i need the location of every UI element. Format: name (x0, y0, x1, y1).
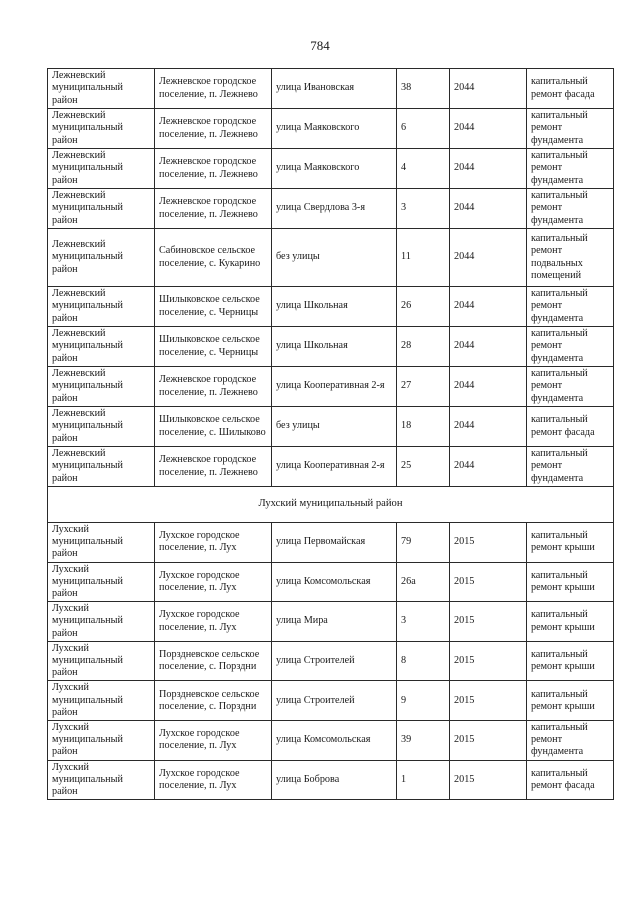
house-number-cell: 1 (397, 760, 450, 800)
street-cell: улица Кооперативная 2-я (272, 447, 397, 487)
settlement-cell: Порздневское сельское поселение, с. Порздни (155, 641, 272, 681)
work-type-cell: капитальный ремонт крыши (527, 523, 614, 563)
table-row (48, 760, 614, 800)
year-cell: 2044 (450, 287, 527, 327)
district-cell: Лухский муниципальный район (48, 721, 155, 761)
house-number-cell: 26а (397, 562, 450, 602)
settlement-cell: Лежневское городское поселение, п. Лежнево (155, 447, 272, 487)
settlement-cell: Порздневское сельское поселение, с. Порздни (155, 681, 272, 721)
district-cell: Лежневский муниципальный район (48, 407, 155, 447)
work-type-cell: капитальный ремонт фундамента (527, 327, 614, 367)
house-number-cell: 3 (397, 189, 450, 229)
house-number-cell: 6 (397, 109, 450, 149)
table-row (48, 367, 614, 407)
work-type-cell: капитальный ремонт крыши (527, 562, 614, 602)
work-type-cell: капитальный ремонт крыши (527, 641, 614, 681)
year-cell: 2015 (450, 523, 527, 563)
table-row (48, 149, 614, 189)
table-row (48, 562, 614, 602)
district-cell: Лежневский муниципальный район (48, 447, 155, 487)
section-header-group (48, 487, 614, 523)
work-type-cell: капитальный ремонт крыши (527, 602, 614, 642)
house-number-cell: 38 (397, 69, 450, 109)
work-type-cell: капитальный ремонт фундамента (527, 109, 614, 149)
lezhnevsky-rows (48, 69, 614, 487)
district-cell: Лухский муниципальный район (48, 641, 155, 681)
street-cell: улица Комсомольская (272, 721, 397, 761)
street-cell: улица Боброва (272, 760, 397, 800)
work-type-cell: капитальный ремонт фасада (527, 407, 614, 447)
year-cell: 2044 (450, 189, 527, 229)
year-cell: 2044 (450, 69, 527, 109)
street-cell: улица Мира (272, 602, 397, 642)
year-cell: 2015 (450, 641, 527, 681)
year-cell: 2015 (450, 681, 527, 721)
street-cell: без улицы (272, 229, 397, 287)
street-cell: улица Кооперативная 2-я (272, 367, 397, 407)
year-cell: 2015 (450, 760, 527, 800)
house-number-cell: 9 (397, 681, 450, 721)
year-cell: 2015 (450, 721, 527, 761)
work-type-cell: капитальный ремонт фасада (527, 760, 614, 800)
district-cell: Лежневский муниципальный район (48, 327, 155, 367)
house-number-cell: 3 (397, 602, 450, 642)
settlement-cell: Лежневское городское поселение, п. Лежнево (155, 109, 272, 149)
street-cell: улица Комсомольская (272, 562, 397, 602)
settlement-cell: Лухское городское поселение, п. Лух (155, 602, 272, 642)
district-cell: Лухский муниципальный район (48, 760, 155, 800)
street-cell: улица Ивановская (272, 69, 397, 109)
section-header-row (48, 487, 614, 523)
street-cell: без улицы (272, 407, 397, 447)
house-number-cell: 28 (397, 327, 450, 367)
table-row (48, 602, 614, 642)
street-cell: улица Первомайская (272, 523, 397, 563)
settlement-cell: Лежневское городское поселение, п. Лежнево (155, 367, 272, 407)
house-number-cell: 11 (397, 229, 450, 287)
year-cell: 2044 (450, 407, 527, 447)
settlement-cell: Шилыковское сельское поселение, с. Черницы (155, 287, 272, 327)
repair-registry-table (47, 68, 614, 800)
district-cell: Лежневский муниципальный район (48, 149, 155, 189)
district-cell: Лухский муниципальный район (48, 681, 155, 721)
work-type-cell: капитальный ремонт подвальных помещений (527, 229, 614, 287)
street-cell: улица Школьная (272, 327, 397, 367)
district-cell: Лежневский муниципальный район (48, 109, 155, 149)
work-type-cell: капитальный ремонт фундамента (527, 149, 614, 189)
table-row (48, 447, 614, 487)
settlement-cell: Лухское городское поселение, п. Лух (155, 523, 272, 563)
table-row (48, 641, 614, 681)
house-number-cell: 18 (397, 407, 450, 447)
street-cell: улица Маяковского (272, 149, 397, 189)
work-type-cell: капитальный ремонт крыши (527, 681, 614, 721)
house-number-cell: 27 (397, 367, 450, 407)
year-cell: 2044 (450, 367, 527, 407)
district-cell: Лежневский муниципальный район (48, 287, 155, 327)
district-cell: Лежневский муниципальный район (48, 189, 155, 229)
table-row (48, 109, 614, 149)
house-number-cell: 4 (397, 149, 450, 189)
district-cell: Лухский муниципальный район (48, 602, 155, 642)
table-row (48, 69, 614, 109)
year-cell: 2015 (450, 562, 527, 602)
table-row (48, 189, 614, 229)
house-number-cell: 79 (397, 523, 450, 563)
work-type-cell: капитальный ремонт фундамента (527, 447, 614, 487)
work-type-cell: капитальный ремонт фундамента (527, 189, 614, 229)
year-cell: 2044 (450, 229, 527, 287)
settlement-cell: Лухское городское поселение, п. Лух (155, 562, 272, 602)
work-type-cell: капитальный ремонт фасада (527, 69, 614, 109)
house-number-cell: 39 (397, 721, 450, 761)
settlement-cell: Лухское городское поселение, п. Лух (155, 760, 272, 800)
street-cell: улица Свердлова 3-я (272, 189, 397, 229)
table-row (48, 407, 614, 447)
year-cell: 2015 (450, 602, 527, 642)
district-cell: Лежневский муниципальный район (48, 229, 155, 287)
table-row (48, 721, 614, 761)
settlement-cell: Сабиновское сельское поселение, с. Кукарино (155, 229, 272, 287)
district-cell: Лежневский муниципальный район (48, 69, 155, 109)
house-number-cell: 8 (397, 641, 450, 681)
district-cell: Лежневский муниципальный район (48, 367, 155, 407)
street-cell: улица Строителей (272, 681, 397, 721)
street-cell: улица Школьная (272, 287, 397, 327)
table-row (48, 681, 614, 721)
district-cell: Лухский муниципальный район (48, 562, 155, 602)
year-cell: 2044 (450, 149, 527, 189)
year-cell: 2044 (450, 447, 527, 487)
settlement-cell: Шилыковское сельское поселение, с. Черницы (155, 327, 272, 367)
settlement-cell: Лежневское городское поселение, п. Лежнево (155, 69, 272, 109)
year-cell: 2044 (450, 109, 527, 149)
street-cell: улица Строителей (272, 641, 397, 681)
street-cell: улица Маяковского (272, 109, 397, 149)
page-number: 784 (310, 38, 330, 53)
settlement-cell: Лухское городское поселение, п. Лух (155, 721, 272, 761)
table-row (48, 229, 614, 287)
settlement-cell: Лежневское городское поселение, п. Лежнево (155, 189, 272, 229)
lukhsky-rows (48, 523, 614, 800)
house-number-cell: 26 (397, 287, 450, 327)
table-row (48, 287, 614, 327)
settlement-cell: Шилыковское сельское поселение, с. Шилыково (155, 407, 272, 447)
section-title: Лухский муниципальный район (48, 487, 614, 523)
district-cell: Лухский муниципальный район (48, 523, 155, 563)
work-type-cell: капитальный ремонт фундамента (527, 367, 614, 407)
house-number-cell: 25 (397, 447, 450, 487)
work-type-cell: капитальный ремонт фундамента (527, 287, 614, 327)
table-row (48, 523, 614, 563)
settlement-cell: Лежневское городское поселение, п. Лежнево (155, 149, 272, 189)
table-row (48, 327, 614, 367)
work-type-cell: капитальный ремонт фундамента (527, 721, 614, 761)
year-cell: 2044 (450, 327, 527, 367)
